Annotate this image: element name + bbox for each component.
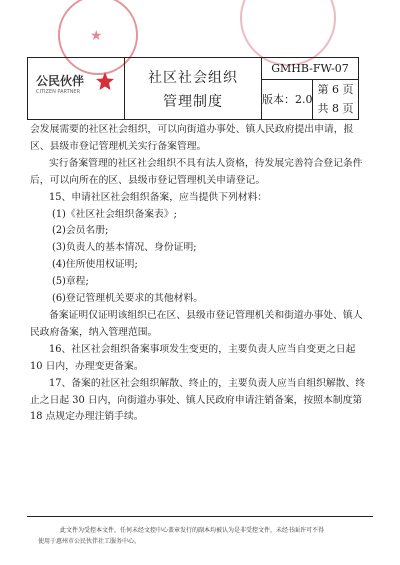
list-item: (1)《社区社会组织备案表》;: [52, 208, 177, 220]
document-title-line1: 社区社会组织: [148, 70, 238, 86]
logo-cell: [28, 58, 125, 119]
paragraph: 备案证明仅证明该组织已在区、县级市登记管理机关和街道办事处、镇人民政府备案，纳入管理范围。: [30, 309, 363, 338]
meta-cell: [262, 58, 358, 119]
logo-mark-icon: [94, 70, 116, 92]
page-indicator: [313, 80, 358, 119]
paragraph: 实行备案管理的社区社会组织不具有法人资格，待发展完善符合登记条件后，可以向所在的区、县级市登记管理机关申请登记。: [30, 157, 363, 186]
paragraph: 17、备案的社区社会组织解散、终止的，主要负责人应当自组织解散、终止之日起 30 日内，向街道办事处、镇人民政府申请注销备案，按照本制度第 18 点规定办理注销手续。: [30, 377, 366, 423]
organization-logo: 公民伙伴: [36, 74, 85, 88]
list-item: (4)住所使用权证明;: [52, 259, 138, 271]
organization-logo-subtext: CITIZEN PARTNER: [36, 89, 81, 95]
paragraph: 15、申请社区社会组织备案，应当提供下列材料：: [49, 191, 268, 203]
list-item: (6)登记管理机关要求的其他材料。: [52, 293, 204, 305]
document-code: GMHB-FW-07: [262, 58, 358, 80]
paragraph: 16、社区社会组织备案事项发生变更的，主要负责人应当自变更之日起 10 日内，办理变更备案。: [30, 343, 356, 372]
list-item: (5)章程;: [52, 276, 89, 288]
page-number: 第 6 页: [317, 83, 354, 96]
footer-line2: 使用于惠州市公民伙伴社工服务中心。: [38, 538, 141, 545]
paragraph: 会发展需要的社区社会组织，可以向街道办事处、镇人民政府提出申请，报区、县级市登记管理机关实行备案管理。: [30, 124, 354, 152]
title-cell: [125, 58, 262, 119]
document-footer: [38, 525, 368, 547]
seal-star-icon: ★: [90, 28, 103, 44]
footer-divider: [27, 516, 373, 517]
document-body: [30, 122, 370, 426]
document-title-line2: 管理制度: [163, 94, 223, 110]
page-total: 共 8 页: [317, 102, 354, 115]
list-item: (3)负责人的基本情况、身份证明;: [52, 242, 197, 254]
document-header-table: [27, 57, 359, 120]
footer-line1: 此文件为受控本文件，任何未经文控中心盖章发行的副本均被认为是非受控文件，未经书面许可不得: [60, 527, 325, 534]
document-version: 版本：2.0: [262, 80, 313, 119]
list-item: (2)会员名册;: [52, 225, 109, 237]
